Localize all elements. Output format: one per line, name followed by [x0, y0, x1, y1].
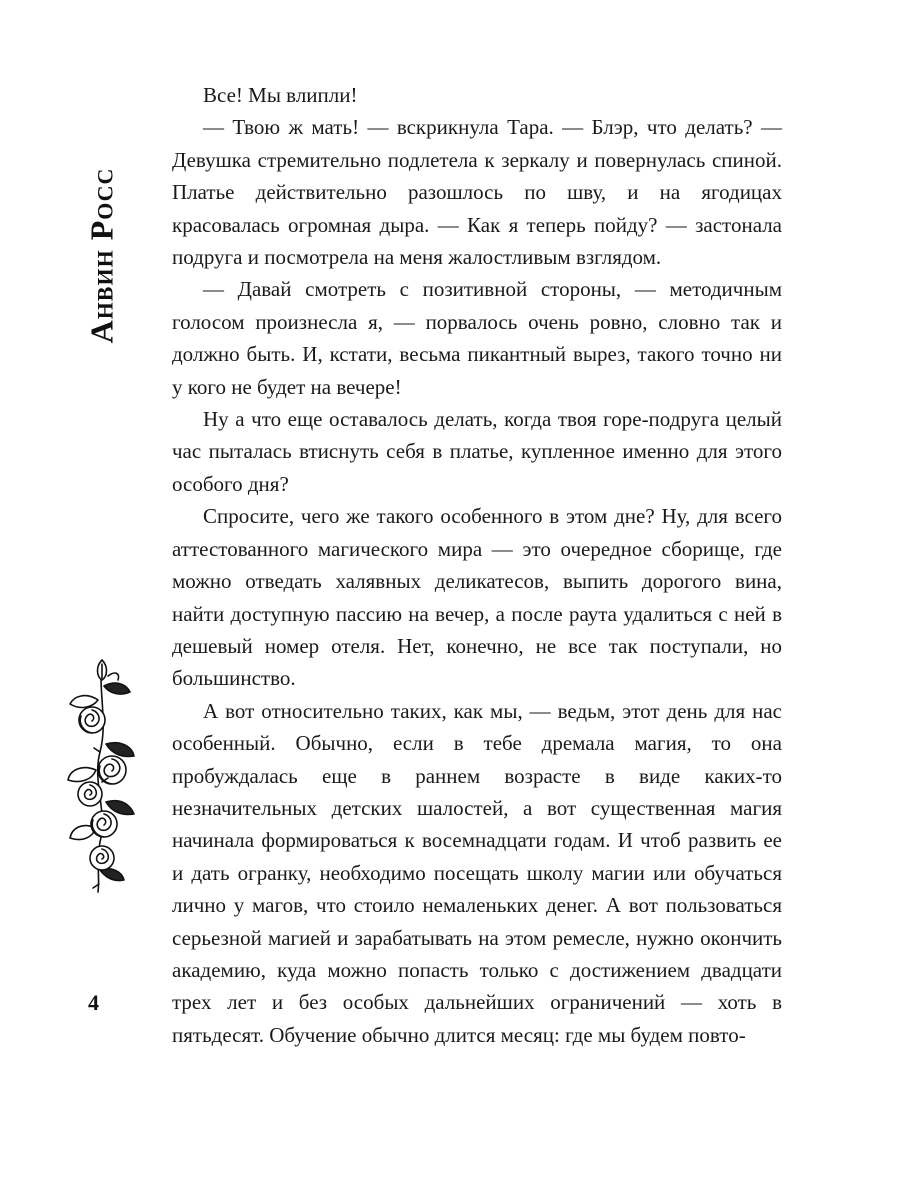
paragraph: Спросите, чего же такого особенного в этом дне? Ну, для всего аттестованного магического мира — это очередное сборище, где можно отведать халявных деликатесов, выпить дорогого вина, найти доступную пассию на вечер, а после раута удалиться с ней в дешевый номер отеля. Нет, конечно, не все так поступали, но большинство.	[172, 504, 782, 691]
running-header-author	[82, 167, 122, 343]
page-number: 4	[88, 990, 99, 1015]
paragraph: Все! Мы влипли!	[203, 83, 358, 107]
paragraph: А вот относительно таких, как мы, — ведьм, этот день для нас особенный. Обычно, если в тебе дремала магия, то она пробуждалась еще в раннем возрасте в виде каких-то незначительных детских шалостей, а вот существенная магия начинала формироваться к восемнадцати годам. И чтоб развить ее и дать огранку, необходимо посещать школу магии или обучаться лично у магов, что стоило немаленьких денег. А вот пользоваться серьезной магией и зарабатывать на этом ремесле, нужно окончить академию, куда можно попасть только с достижением двадцати трех лет и без особых дальнейших ограничений — хоть в пятьдесят. Обучение обычно длится месяц: где мы будем повто-	[172, 698, 782, 1047]
body-text	[172, 79, 782, 1051]
paragraph: — Давай смотреть с позитивной стороны, — методичным голосом произнесла я, — порвалось очень ровно, словно так и должно быть. И, кстати, весьма пикантный вырез, такого точно ни у кого не будет на вечере!	[172, 277, 782, 399]
author-name: Анвин Росс	[83, 167, 120, 343]
paragraph: Ну а что еще оставалось делать, когда твоя горе-подруга целый час пыталась втиснуть себя в платье, купленное именно для этого особого дня?	[172, 407, 782, 496]
paragraph: — Твою ж мать! — вскрикнула Тара. — Блэр, что делать? — Девушка стремительно подлетела к зеркалу и повернулась спиной. Платье действительно разошлось по шву, и на ягодицах красовалась огромная дыра. — Как я теперь пойду? — застонала подруга и посмотрела на меня жалостливым взглядом.	[172, 115, 782, 270]
rose-vine-ornament-icon	[62, 652, 142, 897]
